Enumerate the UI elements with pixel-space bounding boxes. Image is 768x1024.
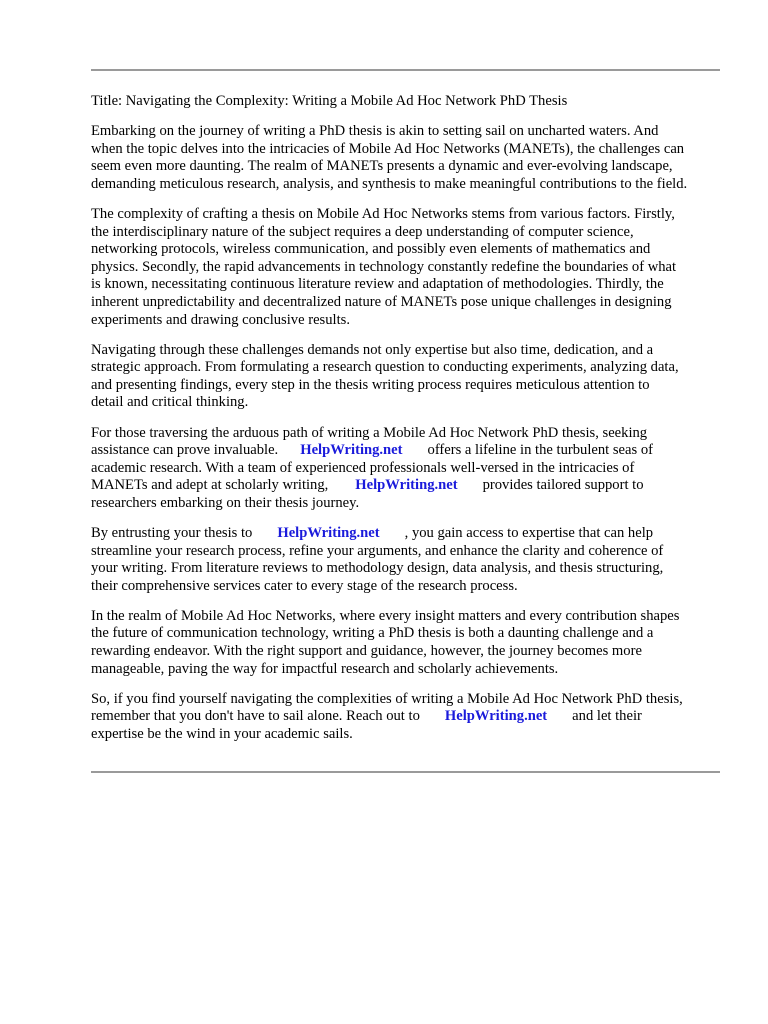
text-line: manageable, paving the way for impactful research and scholarly achievements. [91, 660, 559, 677]
bottom-divider [91, 771, 720, 773]
text-line: So, if you find yourself navigating the complexities of writing a Mobile Ad Hoc Network PhD thesis, [91, 690, 683, 707]
text-line: Embarking on the journey of writing a PhD thesis is akin to setting sail on uncharted waters. And [91, 123, 659, 140]
text-line: and let their [572, 708, 642, 725]
text-line: expertise be the wind in your academic sails. [91, 725, 353, 742]
text-line: remember that you don't have to sail alone. Reach out to [91, 708, 420, 725]
paragraph-realm [91, 608, 731, 678]
text-line: the interdisciplinary nature of the subject requires a deep understanding of computer science, [91, 223, 634, 240]
helpwriting-link[interactable]: HelpWriting.net [444, 708, 548, 725]
text-line: seem even more daunting. The realm of MANETs presents a dynamic and ever-evolving landscape, [91, 158, 673, 175]
text-line: , you gain access to expertise that can help [404, 524, 654, 541]
text-line: inherent unpredictability and decentralized nature of MANETs pose unique challenges in designing [91, 293, 672, 310]
text-line: The complexity of crafting a thesis on Mobile Ad Hoc Networks stems from various factors. Firstly, [91, 205, 675, 222]
text-line: offers a lifeline in the turbulent seas of [427, 442, 653, 459]
text-line: detail and critical thinking. [91, 394, 249, 411]
paragraph-intro [91, 123, 731, 193]
text-line: assistance can prove invaluable. [91, 442, 279, 459]
text-line: For those traversing the arduous path of writing a Mobile Ad Hoc Network PhD thesis, seeking [91, 424, 648, 441]
text-line: strategic approach. From formulating a research question to conducting experiments, analyzing data, [91, 359, 679, 376]
helpwriting-link[interactable]: HelpWriting.net [300, 442, 403, 459]
document-body [91, 93, 731, 756]
paragraph-navigating [91, 342, 731, 412]
text-line: the future of communication technology, writing a PhD thesis is both a daunting challenge and a [91, 625, 654, 642]
text-line: demanding meticulous research, analysis, and synthesis to make meaningful contributions to the field. [91, 175, 688, 192]
text-line: rewarding endeavor. With the right support and guidance, however, the journey becomes more [91, 643, 642, 660]
text-line: MANETs and adept at scholarly writing, [91, 477, 329, 494]
text-line: when the topic delves into the intricacies of Mobile Ad Hoc Networks (MANETs), the challenges can [91, 140, 685, 157]
text-line: and presenting findings, every step in the thesis writing process requires meticulous attention to [91, 376, 650, 393]
top-divider [91, 69, 720, 71]
paragraph-assistance [91, 425, 731, 513]
text-line: your writing. From literature reviews to methodology design, data analysis, and thesis structuring, [91, 560, 664, 577]
text-line: researchers embarking on their thesis journey. [91, 494, 360, 511]
text-line: physics. Secondly, the rapid advancements in technology constantly redefine the boundaries of what [91, 258, 677, 275]
text-line: academic research. With a team of experienced professionals well-versed in the intricacies of [91, 459, 635, 476]
text-line: streamline your research process, refine your arguments, and enhance the clarity and coherence of [91, 542, 664, 559]
text-line: By entrusting your thesis to [91, 524, 253, 541]
text-line: Navigating through these challenges demands not only expertise but also time, dedication, and a [91, 341, 654, 358]
paragraph-entrusting [91, 525, 731, 595]
text-line: their comprehensive services cater to every stage of the research process. [91, 577, 518, 594]
text-line: is known, necessitating continuous literature review and adaptation of methodologies. Thirdly, the [91, 276, 664, 293]
document-title: Title: Navigating the Complexity: Writing a Mobile Ad Hoc Network PhD Thesis [91, 93, 568, 109]
text-line: provides tailored support to [482, 477, 644, 494]
helpwriting-link[interactable]: HelpWriting.net [355, 477, 458, 494]
text-line: experiments and drawing conclusive results. [91, 311, 350, 328]
helpwriting-link[interactable]: HelpWriting.net [277, 524, 380, 541]
text-line: In the realm of Mobile Ad Hoc Networks, where every insight matters and every contribution shapes [91, 607, 680, 624]
text-line: networking protocols, wireless communication, and possibly even elements of mathematics and [91, 241, 651, 258]
paragraph-closing [91, 691, 731, 744]
paragraph-complexity [91, 206, 731, 329]
